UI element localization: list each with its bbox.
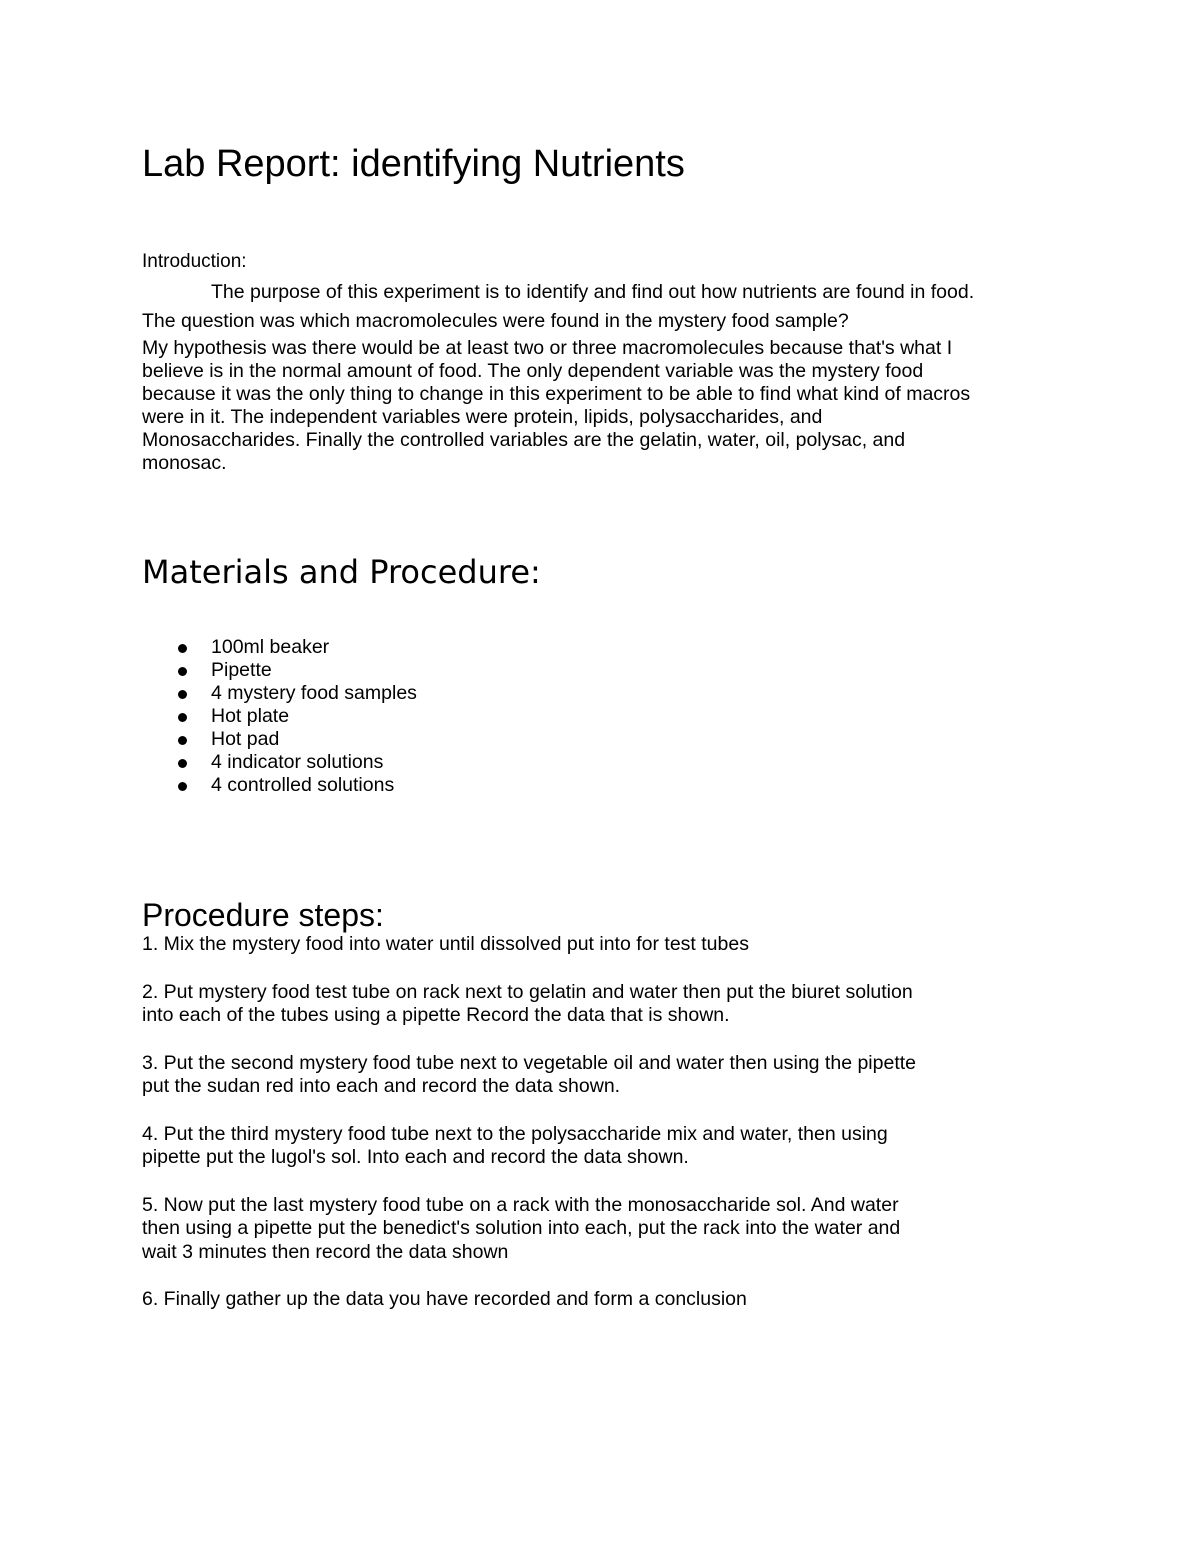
procedure-step <box>142 981 1072 1028</box>
step-line: wait 3 minutes then record the data shown <box>142 1240 509 1263</box>
material-label: Hot pad <box>211 728 280 750</box>
procedure-step <box>142 933 1072 957</box>
step-line: pipette put the lugol's sol. Into each and record the data shown. <box>142 1146 689 1168</box>
list-item <box>142 659 417 682</box>
procedure-step <box>142 1052 1072 1099</box>
material-label: 4 controlled solutions <box>211 774 395 796</box>
bullet-icon <box>178 667 187 676</box>
procedure-step <box>142 1288 1072 1312</box>
hypothesis-line: monosac. <box>142 452 227 474</box>
list-item <box>142 636 417 659</box>
step-line: into each of the tubes using a pipette Record the data that is shown. <box>142 1004 730 1026</box>
material-label: 100ml beaker <box>211 636 330 658</box>
step-line: 2. Put mystery food test tube on rack next to gelatin and water then put the biuret solution <box>142 980 913 1003</box>
list-item <box>142 682 417 705</box>
procedure-steps <box>142 933 1072 1336</box>
materials-list <box>142 636 417 797</box>
hypothesis-line: believe is in the normal amount of food. The only dependent variable was the mystery food <box>142 360 924 382</box>
hypothesis-line: because it was the only thing to change in this experiment to be able to find what kind of macros <box>142 383 971 405</box>
material-label: 4 mystery food samples <box>211 682 417 704</box>
bullet-icon <box>178 782 187 791</box>
procedure-heading: Procedure steps: <box>142 897 384 933</box>
document-title: Lab Report: identifying Nutrients <box>142 143 685 185</box>
materials-heading: Materials and Procedure: <box>142 553 541 591</box>
material-label: Hot plate <box>211 705 290 727</box>
step-line: 5. Now put the last mystery food tube on a rack with the monosaccharide sol. And water <box>142 1193 899 1216</box>
step-line: then using a pipette put the benedict's solution into each, put the rack into the water and <box>142 1217 901 1239</box>
list-item <box>142 751 417 774</box>
introduction-label: Introduction: <box>142 251 247 272</box>
list-item <box>142 728 417 751</box>
list-item <box>142 705 417 728</box>
introduction-question: The question was which macromolecules were found in the mystery food sample? <box>142 310 849 332</box>
hypothesis-line: My hypothesis was there would be at least two or three macromolecules because that's what I <box>142 337 953 359</box>
bullet-icon <box>178 713 187 722</box>
introduction-purpose: The purpose of this experiment is to identify and find out how nutrients are found in food. <box>211 281 975 303</box>
introduction-hypothesis <box>142 337 1072 475</box>
material-label: Pipette <box>211 659 272 681</box>
hypothesis-line: were in it. The independent variables were protein, lipids, polysaccharides, and <box>142 406 823 428</box>
procedure-step <box>142 1194 1072 1265</box>
bullet-icon <box>178 690 187 699</box>
step-line: 6. Finally gather up the data you have recorded and form a conclusion <box>142 1288 747 1310</box>
bullet-icon <box>178 644 187 653</box>
hypothesis-line: Monosaccharides. Finally the controlled variables are the gelatin, water, oil, polysac, and <box>142 429 906 451</box>
step-line: put the sudan red into each and record the data shown. <box>142 1075 621 1097</box>
bullet-icon <box>178 736 187 745</box>
list-item <box>142 774 417 797</box>
material-label: 4 indicator solutions <box>211 751 384 773</box>
step-line: 4. Put the third mystery food tube next to the polysaccharide mix and water, then using <box>142 1122 888 1145</box>
bullet-icon <box>178 759 187 768</box>
procedure-step <box>142 1123 1072 1170</box>
step-line: 3. Put the second mystery food tube next to vegetable oil and water then using the pipette <box>142 1051 917 1074</box>
step-line: 1. Mix the mystery food into water until dissolved put into for test tubes <box>142 933 749 955</box>
